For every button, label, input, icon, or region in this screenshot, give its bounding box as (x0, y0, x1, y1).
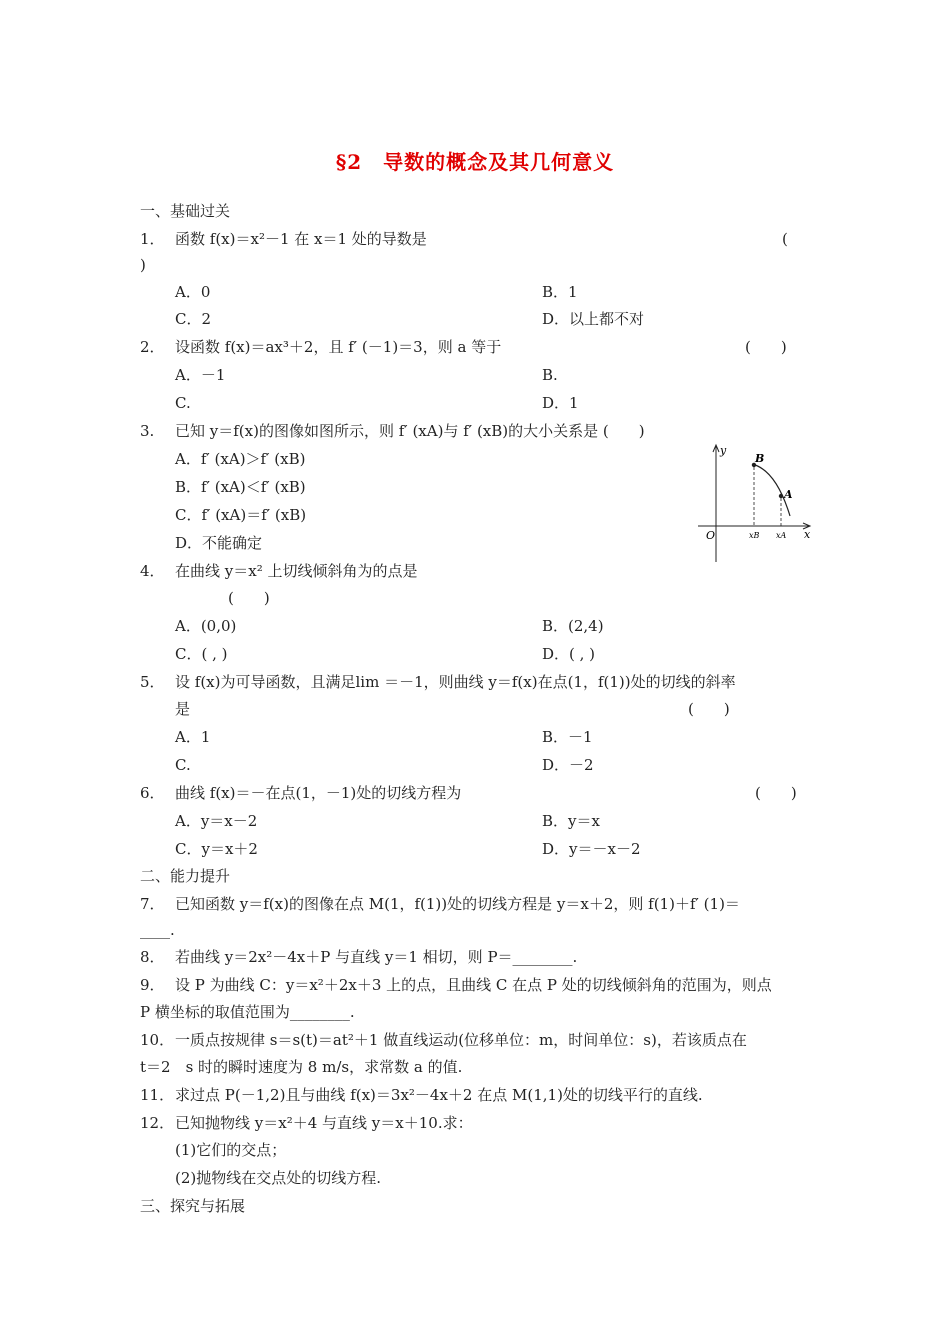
q9-stem: 设 P 为曲线 C：y＝x²＋2x＋3 上的点，且曲线 C 在点 P 处的切线倾斜角的范围为，则点 (175, 976, 772, 994)
q6-option-d: D．y＝－x－2 (542, 840, 641, 858)
q6-option-a: A．y＝x－2 (175, 812, 258, 830)
q1-answer-paren-close: ) (140, 256, 146, 274)
q12-number: 12． (140, 1114, 175, 1132)
q1-option-c: C．2 (175, 310, 212, 328)
q3-number: 3. (140, 422, 155, 440)
q1-stem: 函数 f(x)＝x²－1 在 x＝1 处的导数是 (175, 230, 427, 248)
q5-answer-paren: ( ) (688, 700, 730, 718)
label-y: y (720, 444, 727, 457)
q12-sub-1: (1)它们的交点； (175, 1141, 287, 1159)
q7-stem: 已知函数 y＝f(x)的图像在点 M(1，f(1))处的切线方程是 y＝x＋2，则 f(1)＋f′ (1)＝ (175, 895, 740, 913)
page-title: §2 导数的概念及其几何意义 (335, 150, 615, 174)
q2-answer-paren: ( ) (745, 338, 787, 356)
q11-stem: 求过点 P(－1,2)且与曲线 f(x)＝3x²－4x＋2 在点 M(1,1)处的切线平行的直线. (175, 1086, 703, 1104)
q2-option-a: A．－1 (175, 366, 226, 384)
q5-number: 5． (140, 673, 165, 691)
q5-stem: 设 f(x)为可导函数，且满足lim ＝－1，则曲线 y＝f(x)在点(1，f(1))处的切线的斜率 (175, 673, 736, 691)
q1-number: 1． (140, 230, 165, 248)
q4-option-c: C．( , ) (175, 645, 228, 663)
q5-option-b: B．－1 (542, 728, 593, 746)
q4-option-a: A．(0,0) (175, 617, 237, 635)
q4-stem: 在曲线 y＝x² 上切线倾斜角为的点是 (175, 562, 418, 580)
q10-number: 10． (140, 1031, 175, 1049)
q5-option-d: D．－2 (542, 756, 594, 774)
label-origin: O (706, 529, 716, 542)
q4-answer-paren: ( ) (228, 589, 270, 607)
q11-number: 11． (140, 1086, 175, 1104)
q10-stem: 一质点按规律 s＝s(t)＝at²＋1 做直线运动(位移单位：m，时间单位：s)，若该质点在 (175, 1031, 747, 1049)
q4-option-b: B．(2,4) (542, 617, 604, 635)
label-b: B (755, 452, 765, 465)
q3-option-b: B．f′ (xA)＜f′ (xB) (175, 478, 306, 496)
q1-option-d: D．以上都不对 (542, 310, 645, 328)
q6-option-b: B．y＝x (542, 812, 600, 830)
label-xa: xA (776, 531, 787, 540)
q3-stem: 已知 y＝f(x)的图像如图所示，则 f′ (xA)与 f′ (xB)的大小关系是 ( ) (175, 422, 645, 440)
q6-stem: 曲线 f(x)＝－在点(1，－1)处的切线方程为 (175, 784, 462, 802)
q2-option-b: B. (542, 366, 558, 384)
q2-option-d: D．1 (542, 394, 579, 412)
q5-option-c: C. (175, 756, 191, 774)
q6-number: 6． (140, 784, 165, 802)
q3-option-d: D．不能确定 (175, 534, 263, 552)
q3-option-c: C．f′ (xA)＝f′ (xB) (175, 506, 307, 524)
q5-option-a: A．1 (175, 728, 211, 746)
label-x: x (804, 528, 811, 541)
section-heading-basic: 一、基础过关 (140, 202, 231, 220)
section-heading-explore: 三、探究与拓展 (140, 1197, 246, 1215)
q3-function-graph (694, 440, 814, 564)
q12-stem: 已知抛物线 y＝x²＋4 与直线 y＝x＋10.求： (175, 1114, 473, 1132)
q3-option-a: A．f′ (xA)＞f′ (xB) (175, 450, 306, 468)
q9-stem-cont: P 横坐标的取值范围为________. (140, 1003, 355, 1021)
q7-stem-cont: ____. (140, 921, 175, 939)
q12-sub-2: (2)抛物线在交点处的切线方程. (175, 1169, 382, 1187)
q8-stem: 若曲线 y＝2x²－4x＋P 与直线 y＝1 相切，则 P＝________. (175, 948, 578, 966)
q4-number: 4． (140, 562, 165, 580)
q4-option-d: D．( , ) (542, 645, 596, 663)
q5-stem-cont: 是 (175, 700, 191, 718)
label-a: A (784, 488, 793, 501)
point-a (779, 494, 783, 498)
q6-answer-paren: ( ) (755, 784, 797, 802)
q7-number: 7． (140, 895, 165, 913)
section-heading-improve: 二、能力提升 (140, 867, 231, 885)
q1-option-a: A．0 (175, 283, 211, 301)
q2-stem: 设函数 f(x)＝ax³＋2，且 f′ (－1)＝3，则 a 等于 (175, 338, 502, 356)
q9-number: 9． (140, 976, 165, 994)
q6-option-c: C．y＝x＋2 (175, 840, 258, 858)
q1-option-b: B．1 (542, 283, 578, 301)
q2-option-c: C. (175, 394, 191, 412)
label-xb: xB (749, 531, 760, 540)
q8-number: 8． (140, 948, 165, 966)
q10-stem-cont: t＝2 s 时的瞬时速度为 8 m/s，求常数 a 的值. (140, 1058, 463, 1076)
q1-answer-paren-open: ( (782, 230, 788, 248)
q2-number: 2． (140, 338, 165, 356)
